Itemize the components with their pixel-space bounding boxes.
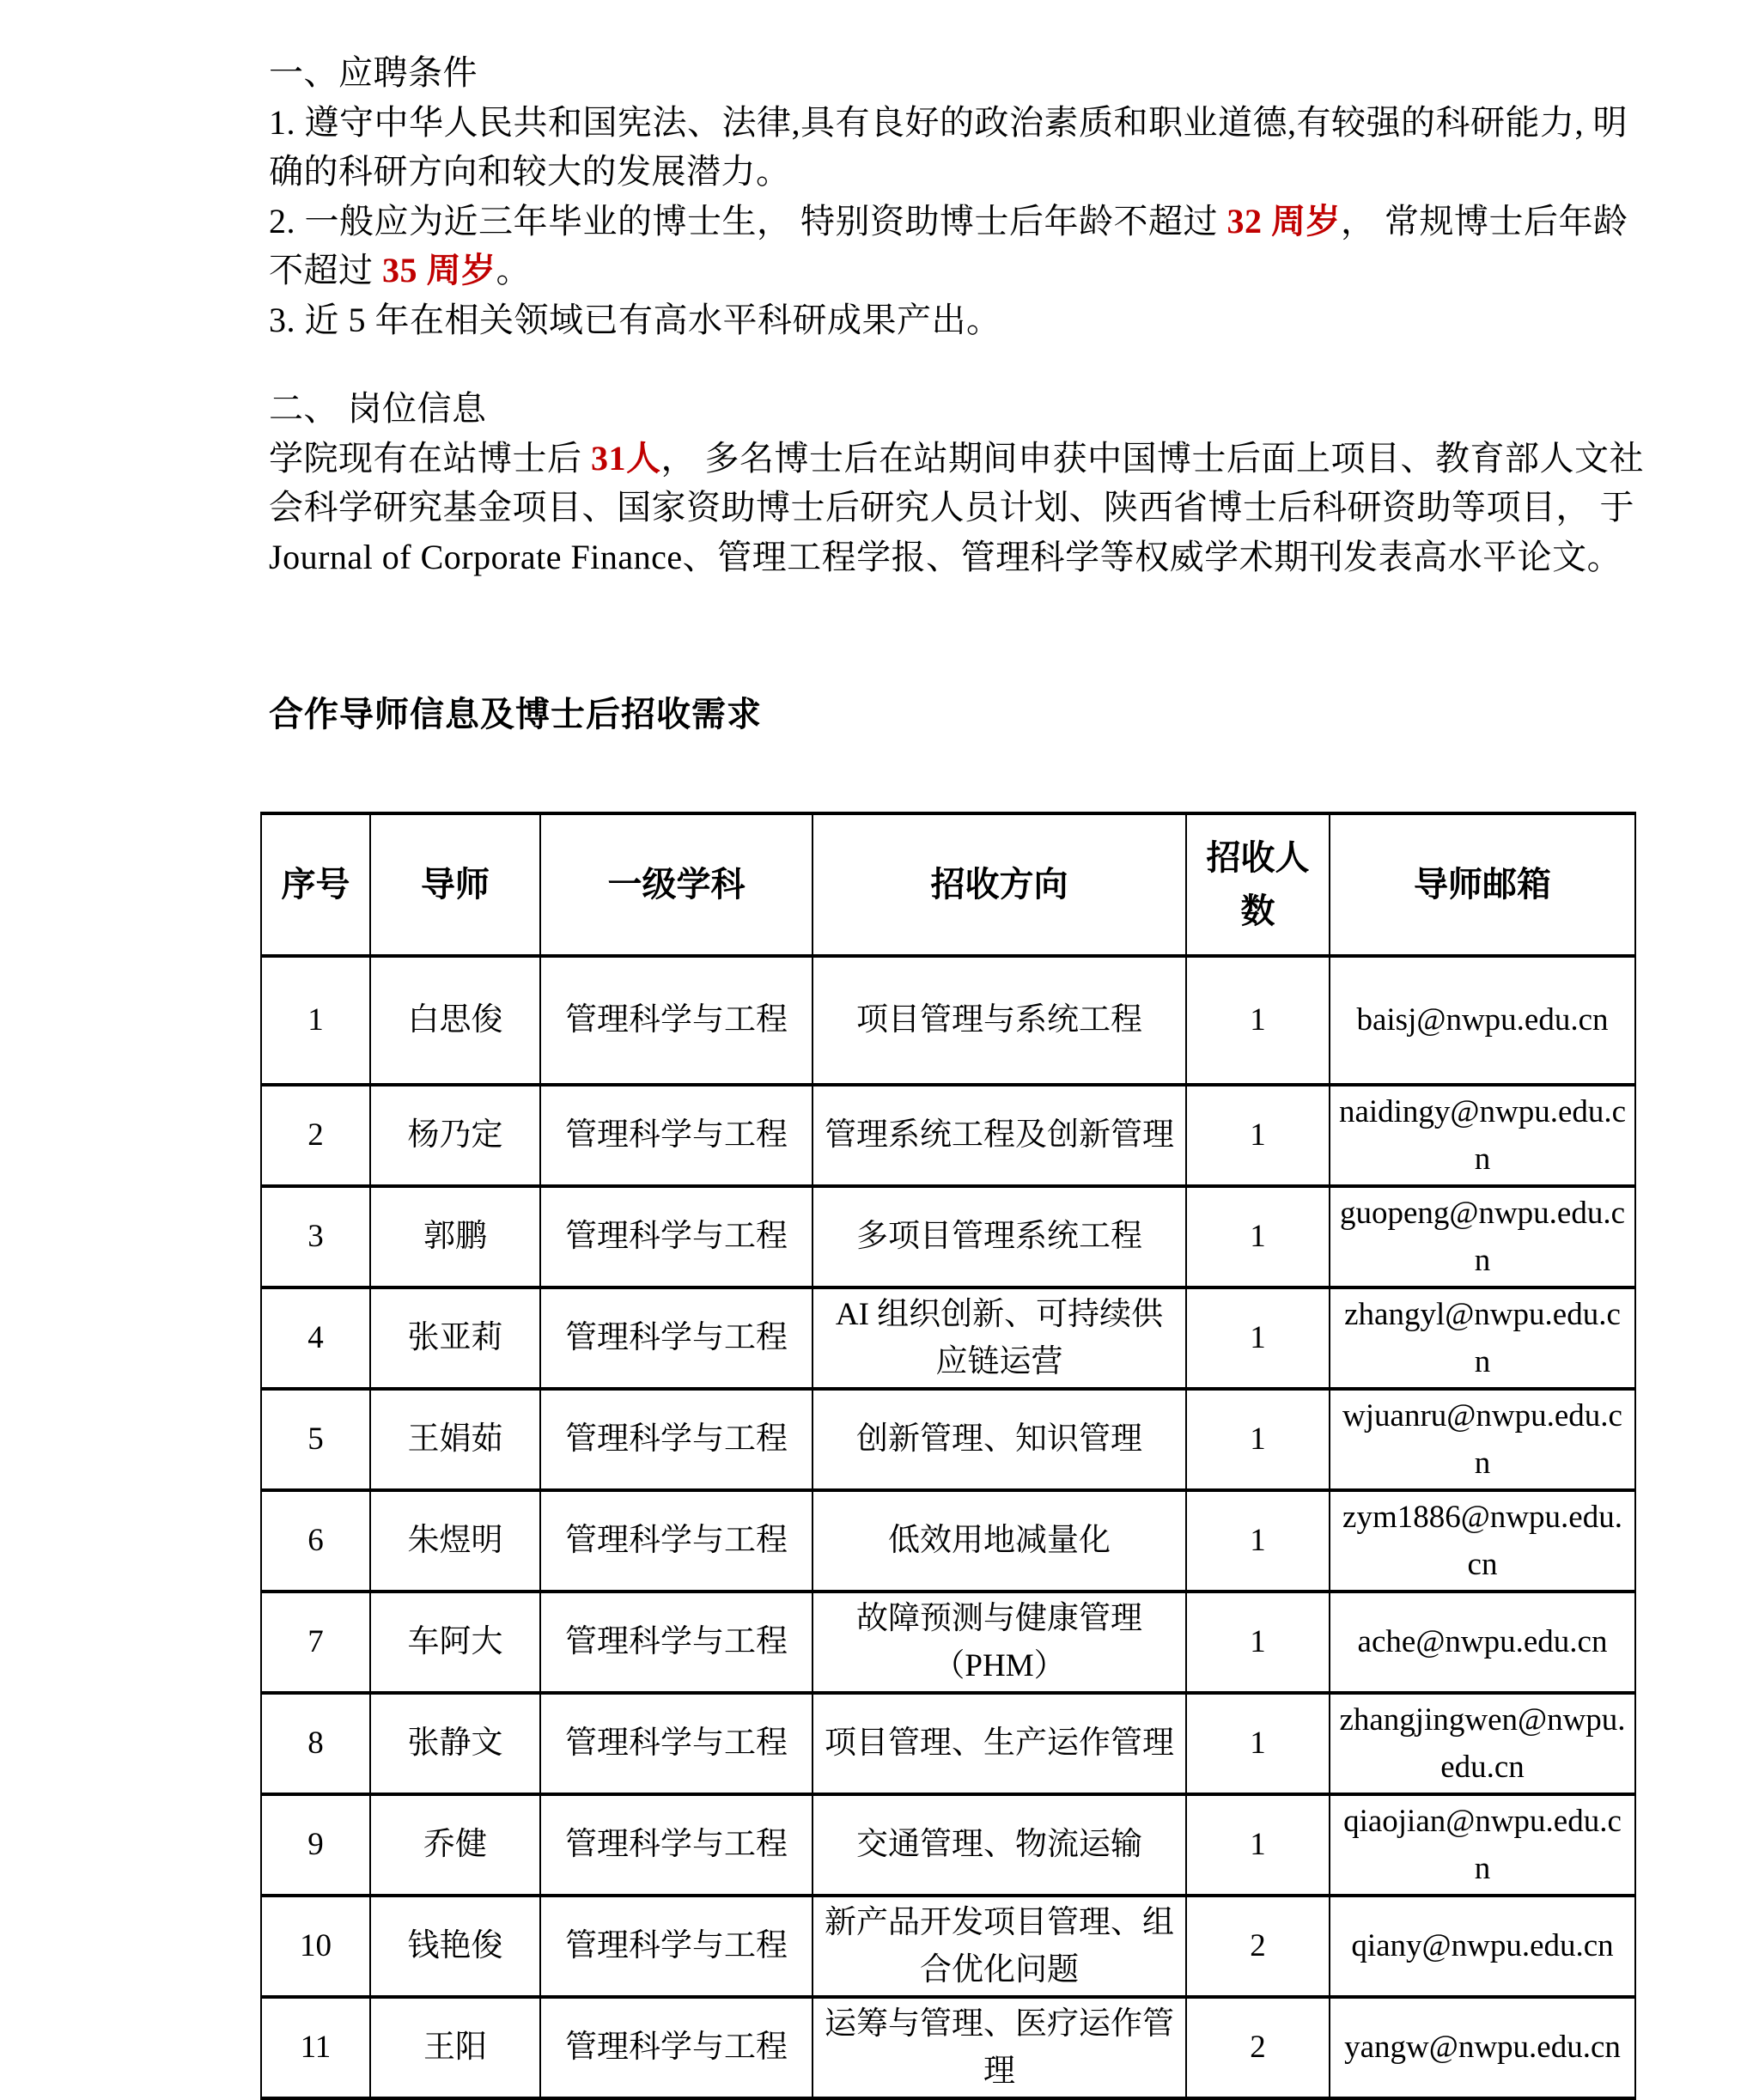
age-limit-special: 32 周岁: [1226, 201, 1341, 240]
header-index: 序号: [261, 813, 370, 956]
mentor-table: [260, 812, 1636, 2100]
cell-index: 2: [261, 1085, 370, 1186]
cell-direction: 项目管理与系统工程: [813, 956, 1186, 1085]
cell-email: zhangjingwen@nwpu.edu.cn: [1330, 1693, 1635, 1794]
cell-mentor: 王娟茹: [370, 1389, 540, 1490]
cell-discipline: 管理科学与工程: [540, 1997, 813, 2098]
cell-direction: 项目管理、生产运作管理: [813, 1693, 1186, 1794]
header-email: 导师邮箱: [1330, 813, 1635, 956]
age-limit-regular: 35 周岁: [382, 251, 496, 289]
cell-index: 5: [261, 1389, 370, 1490]
cell-mentor: 杨乃定: [370, 1085, 540, 1186]
cell-index: 4: [261, 1287, 370, 1389]
position-para-line-3: Journal of Corporate Finance、管理工程学报、管理科学等权威学术期刊发表高水平论文。: [269, 537, 1622, 576]
position-para-line-1: [269, 434, 1643, 484]
cell-count: 1: [1186, 956, 1330, 1085]
cell-count: 2: [1186, 1997, 1330, 2098]
table-row: [261, 1592, 1635, 1693]
cell-count: 1: [1186, 1592, 1330, 1693]
cell-count: 2: [1186, 1896, 1330, 1997]
section-gap: [269, 581, 1643, 690]
cell-discipline: 管理科学与工程: [540, 956, 813, 1085]
cell-email: zym1886@nwpu.edu.cn: [1330, 1490, 1635, 1592]
cell-mentor: 乔健: [370, 1794, 540, 1896]
condition-item-2-text: 2. 一般应为近三年毕业的博士生， 特别资助博士后年龄不超过: [269, 201, 1227, 240]
cell-direction: 新产品开发项目管理、组合优化问题: [813, 1896, 1186, 1997]
header-count: 招收人数: [1186, 813, 1330, 956]
cell-discipline: 管理科学与工程: [540, 1389, 813, 1490]
cell-discipline: 管理科学与工程: [540, 1490, 813, 1592]
cell-mentor: 白思俊: [370, 956, 540, 1085]
cell-direction: AI 组织创新、可持续供应链运营: [813, 1287, 1186, 1389]
cell-direction: 低效用地减量化: [813, 1490, 1186, 1592]
cell-index: 11: [261, 1997, 370, 2098]
position-para-text-cont: ， 多名博士后在站期间申获中国博士后面上项目、教育部人文社: [660, 438, 1644, 478]
mentor-table-title: 合作导师信息及博士后招收需求: [269, 695, 762, 733]
cell-count: 1: [1186, 1693, 1330, 1794]
table-row: [261, 956, 1635, 1085]
cell-mentor: 王阳: [370, 1997, 540, 2098]
cell-mentor: 郭鹏: [370, 1186, 540, 1287]
cell-discipline: 管理科学与工程: [540, 1693, 813, 1794]
cell-mentor: 钱艳俊: [370, 1896, 540, 1997]
table-row: [261, 1085, 1635, 1186]
cell-email: ache@nwpu.edu.cn: [1330, 1592, 1635, 1693]
cell-index: 9: [261, 1794, 370, 1896]
cell-direction: 交通管理、物流运输: [813, 1794, 1186, 1896]
cell-count: 1: [1186, 1794, 1330, 1896]
document-page: [269, 0, 1643, 2100]
table-row: [261, 1287, 1635, 1389]
cell-index: 6: [261, 1490, 370, 1592]
cell-direction: 运筹与管理、医疗运作管理: [813, 1997, 1186, 2098]
position-para-line-2: 会科学研究基金项目、国家资助博士后研究人员计划、陕西省博士后科研资助等项目， 于: [269, 488, 1634, 527]
cell-discipline: 管理科学与工程: [540, 1896, 813, 1997]
section-conditions-heading: 一、应聘条件: [269, 53, 478, 92]
condition-item-2-text-cont: ， 常规博士后年龄: [1341, 201, 1628, 240]
table-row: [261, 1997, 1635, 2098]
header-discipline: 一级学科: [540, 813, 813, 956]
cell-mentor: 张亚莉: [370, 1287, 540, 1389]
cell-index: 1: [261, 956, 370, 1085]
cell-count: 1: [1186, 1186, 1330, 1287]
condition-item-2-line-2: [269, 246, 1643, 295]
cell-count: 1: [1186, 1287, 1330, 1389]
cell-email: qiaojian@nwpu.edu.cn: [1330, 1794, 1635, 1896]
cell-mentor: 张静文: [370, 1693, 540, 1794]
cell-index: 3: [261, 1186, 370, 1287]
cell-index: 7: [261, 1592, 370, 1693]
cell-email: qiany@nwpu.edu.cn: [1330, 1896, 1635, 1997]
table-row: [261, 1794, 1635, 1896]
cell-discipline: 管理科学与工程: [540, 1794, 813, 1896]
table-row: [261, 1389, 1635, 1490]
condition-item-2-text-2: 不超过: [269, 251, 382, 289]
condition-item-1-line-2: 确的科研方向和较大的发展潜力。: [269, 152, 791, 191]
table-header-row: [261, 813, 1635, 956]
cell-mentor: 车阿大: [370, 1592, 540, 1693]
cell-email: wjuanru@nwpu.edu.cn: [1330, 1389, 1635, 1490]
header-direction: 招收方向: [813, 813, 1186, 956]
table-row: [261, 1186, 1635, 1287]
cell-count: 1: [1186, 1085, 1330, 1186]
cell-email: zhangyl@nwpu.edu.cn: [1330, 1287, 1635, 1389]
cell-direction: 多项目管理系统工程: [813, 1186, 1186, 1287]
cell-count: 1: [1186, 1389, 1330, 1490]
cell-mentor: 朱煜明: [370, 1490, 540, 1592]
cell-direction: 故障预测与健康管理（PHM）: [813, 1592, 1186, 1693]
condition-item-1-line-1: 1. 遵守中华人民共和国宪法、法律,具有良好的政治素质和职业道德,有较强的科研能力, 明: [269, 102, 1628, 142]
cell-email: yangw@nwpu.edu.cn: [1330, 1997, 1635, 2098]
table-row: [261, 1693, 1635, 1794]
header-mentor: 导师: [370, 813, 540, 956]
cell-discipline: 管理科学与工程: [540, 1085, 813, 1186]
postdoc-count: 31人: [591, 438, 661, 478]
cell-index: 8: [261, 1693, 370, 1794]
table-row: [261, 1896, 1635, 1997]
cell-discipline: 管理科学与工程: [540, 1592, 813, 1693]
cell-count: 1: [1186, 1490, 1330, 1592]
condition-item-2-line-1: [269, 197, 1643, 247]
position-para-text: 学院现有在站博士后: [269, 438, 591, 478]
cell-index: 10: [261, 1896, 370, 1997]
condition-item-3: 3. 近 5 年在相关领域已有高水平科研成果产出。: [269, 300, 1001, 339]
cell-email: naidingy@nwpu.edu.cn: [1330, 1085, 1635, 1186]
cell-direction: 创新管理、知识管理: [813, 1389, 1186, 1490]
cell-direction: 管理系统工程及创新管理: [813, 1085, 1186, 1186]
section-position-heading: 二、 岗位信息: [269, 389, 487, 428]
cell-email: baisj@nwpu.edu.cn: [1330, 956, 1635, 1085]
blank-line: [269, 344, 1643, 384]
table-row: [261, 1490, 1635, 1592]
cell-discipline: 管理科学与工程: [540, 1186, 813, 1287]
cell-email: guopeng@nwpu.edu.cn: [1330, 1186, 1635, 1287]
condition-item-2-period: 。: [496, 251, 531, 289]
cell-discipline: 管理科学与工程: [540, 1287, 813, 1389]
